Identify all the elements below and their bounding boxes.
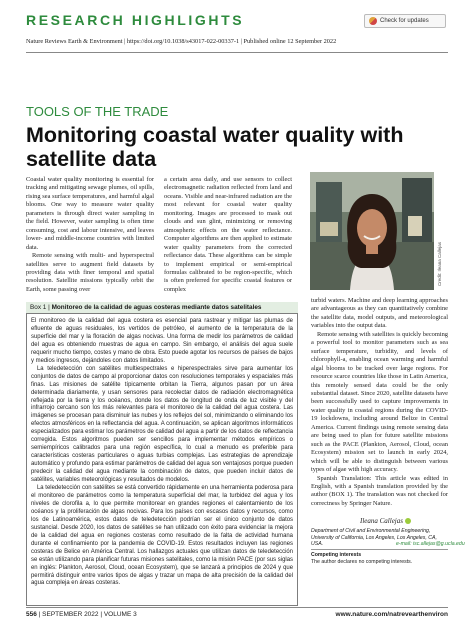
body-column-1: [26, 176, 154, 294]
journal-url-link[interactable]: www.nature.com/natrevearthenviron: [335, 611, 448, 618]
box-separator: |: [46, 304, 52, 311]
section-header: RESEARCH HIGHLIGHTS: [26, 12, 245, 28]
author-affiliation: Department of Civil and Environmental Engineering, University of California, Los Angeles, Los Angeles, CA, USA.: [311, 528, 437, 547]
paragraph: Remote sensing with satellites is quickly becoming a powerful tool to monitor parameters such as sea surface temperature, turbidity, and levels of chlorophyll-a, enabling ocean warming and harmful algal blooms to be tracked over large regions. For resource scarce countries like those in Latin America, this remotely sensed data could be the only substantial dataset. Since 2020, satellite datasets have been successfully used to capture improvements in water quality in coastal regions during the COVID-19 lockdowns, including around Belize in Central America. Current findings using remote sensing data are being used to plan for future satellite missions such as the PACE (Plankton, Aerosol, Cloud, ocean Ecosystem) mission set to launch in early 2024, which will be able to distinguish between various types of algae with high accuracy.: [311, 330, 449, 474]
author-signature: [360, 517, 411, 525]
author-photo-illustration: [310, 172, 434, 290]
citation-line[interactable]: Nature Reviews Earth & Environment | https://doi.org/10.1038/s43017-022-00337-1 | Published online 12 September 2022: [26, 38, 337, 45]
box-title: Monitoreo de la calidad de aguas costeras mediante datos satelitales: [51, 304, 262, 311]
box-1-header: [26, 302, 298, 314]
orcid-icon[interactable]: [405, 518, 411, 524]
check-for-updates-button[interactable]: [364, 14, 446, 28]
check-updates-label: Check for updates: [380, 18, 429, 24]
paragraph: turbid waters. Machine and deep learning approaches are advantageous as they can quantitatively combine the satellite data, model outputs, and meteorological variables into the output data.: [311, 297, 448, 330]
article-headline: Monitoring coastal water quality with satellite data: [26, 123, 404, 171]
body-column-3: [311, 297, 448, 508]
author-name: Ileana Callejas: [360, 517, 403, 525]
paragraph: a certain area daily, and use sensors to collect electromagnetic radiation reflected from land and oceans. Visible and near-infrared radiation are the most relevant for coastal water quality monitoring. Images are processed to mask out clouds and sun glint, minimizing or removing atmospheric effects on the water reflectance. Computer algorithms are then applied to estimate water quality parameters from the corrected reflectance data. These algorithms can be simple to implement empirical or semi-empirical formulas calibrated to be region-specific, which is often preferred for specific coastal features or complex: [164, 176, 292, 293]
section-label: TOOLS OF THE TRADE: [26, 104, 169, 119]
paragraph: Spanish Translation: This article was edited in English, with a Spanish translation provided by the author (BOX 1). The translation was not checked for correctness by Springer Nature.: [311, 474, 448, 507]
photo-credit: Credit: Ileana Callejas: [437, 241, 442, 286]
footer-page-info: [26, 611, 137, 618]
box-paragraph: La teledetección con satélites multiespectrales e hiperespectrales sirve para aumentar los conjuntos de datos de campo al proporcionar datos con resoluciones temporales y espaciales más finas. Las misiones de satélite típicamente orbitan la Tierra, algunos pasan por un área determinada diariamente, y usan sensores para recolectar datos de radiación electromagnética reflejada por la tierra y los océanos, donde los datos de longitud de onda de luz visible y del infrarrojo cercano son los más relevantes para el monitoreo de la calidad del agua costera. Las imágenes se procesan para disminuir las nubes y los reflejos del sol, minimizando o eliminando los efectos atmosféricos en la reflectancia del agua. A continuación, se aplican algoritmos informáticos especializados para estimar los parámetros de calidad del agua a partir de los datos de reflectancia corregida. Estos algoritmos pueden ser sencillos para implementar métodos empíricos o semiempíricos calibrados para una región específica, lo cual a menudo es preferible para características costeras particulares o aguas turbias complejas. Las estrategias de aprendizaje automático y profundo para estimar parámetros de calidad del agua son ventajosos porque pueden predecir la calidad del agua mediante la combinación de datos, que pueden incluir datos de satélites, variables meteorológicas y resultados de modelos.: [31, 365, 293, 484]
bottom-divider: [26, 607, 448, 608]
competing-interests-divider: [311, 549, 448, 550]
update-badge-icon: [369, 17, 377, 25]
box-label: Box 1: [30, 304, 47, 311]
paragraph: Remote sensing with multi- and hyperspectral satellites serve to augment field datasets by providing data with finer temporal and spatial resolution. Satellite missions typically orbit the Earth, some passing over: [26, 252, 154, 293]
author-photo: [310, 172, 434, 290]
box-paragraph: La teledetección con satélites se está convertido rápidamente en una herramienta poderosa para el monitoreo de parámetros como la temperatura superficial del mar, la turbidez del agua y los niveles de clorofila a, lo que permite monitorear en grandes regiones el calentamiento de los océanos y la proliferación de algas nocivas. Para los países con escasos datos y recursos, como los de Latinoamérica, estos datos de teledetección podrían ser el único conjunto de datos sustancial. Desde 2020, los datos de satélites se han utilizado con éxito para evidenciar la mejora de la calidad del agua en regiones costeras como resultado de la falta de actividad humana durante el confinamiento por la pandemia de COVID-19. Estos resultados incluyen las regiones costeras de Belice en América Central. Los hallazgos actuales que utilizan datos de teledetección se están utilizando para planificar futuras misiones satelitales, como la misión PACE (por sus siglas en inglés: Plankton, Aerosol, Cloud, ocean Ecosystem), que se lanzará a principios de 2024 y que permitirá distinguir entre varios tipos de algas y trazar un mapa de alta precisión de la calidad del agua compleja en áreas costeras.: [31, 485, 293, 587]
issue-info: | SEPTEMBER 2022 | VOLUME 3: [38, 611, 137, 618]
competing-interests-heading: Competing interests: [311, 552, 362, 558]
author-email-link[interactable]: e-mail: isc.allejas@g.ucla.edu: [396, 541, 465, 547]
box-paragraph: El monitoreo de la calidad del agua costera es esencial para rastrear y mitigar las plumas de efluente de aguas residuales, los vertidos de petróleo, el aumento de la temperatura de la superficie del mar y la floración de algas nocivas. Una forma de medir los parámetros de calidad del agua es obteniendo muestras de agua en campo. Sin embargo, el análisis del agua suele requerir mucho tiempo, costes y mano de obra. Esto puede agotar los recursos de países de bajos y medios ingresos, dejándoles con datos limitados.: [31, 318, 293, 364]
box-1-body: [31, 318, 293, 588]
competing-interests-text: The author declares no competing interests.: [311, 559, 413, 565]
page-number: 556: [26, 611, 37, 618]
top-divider: [26, 52, 448, 53]
paragraph: Coastal water quality monitoring is essential for tracking and mitigating sewage plumes, oil spills, rising sea surface temperatures, and harmful algal blooms. One way to measure water quality parameters is through direct water sampling in the field. However, water sampling is often time consuming, cost and labour intensive, and leaves lower- and middle-income countries with limited data.: [26, 176, 154, 251]
body-column-2: [164, 176, 292, 294]
